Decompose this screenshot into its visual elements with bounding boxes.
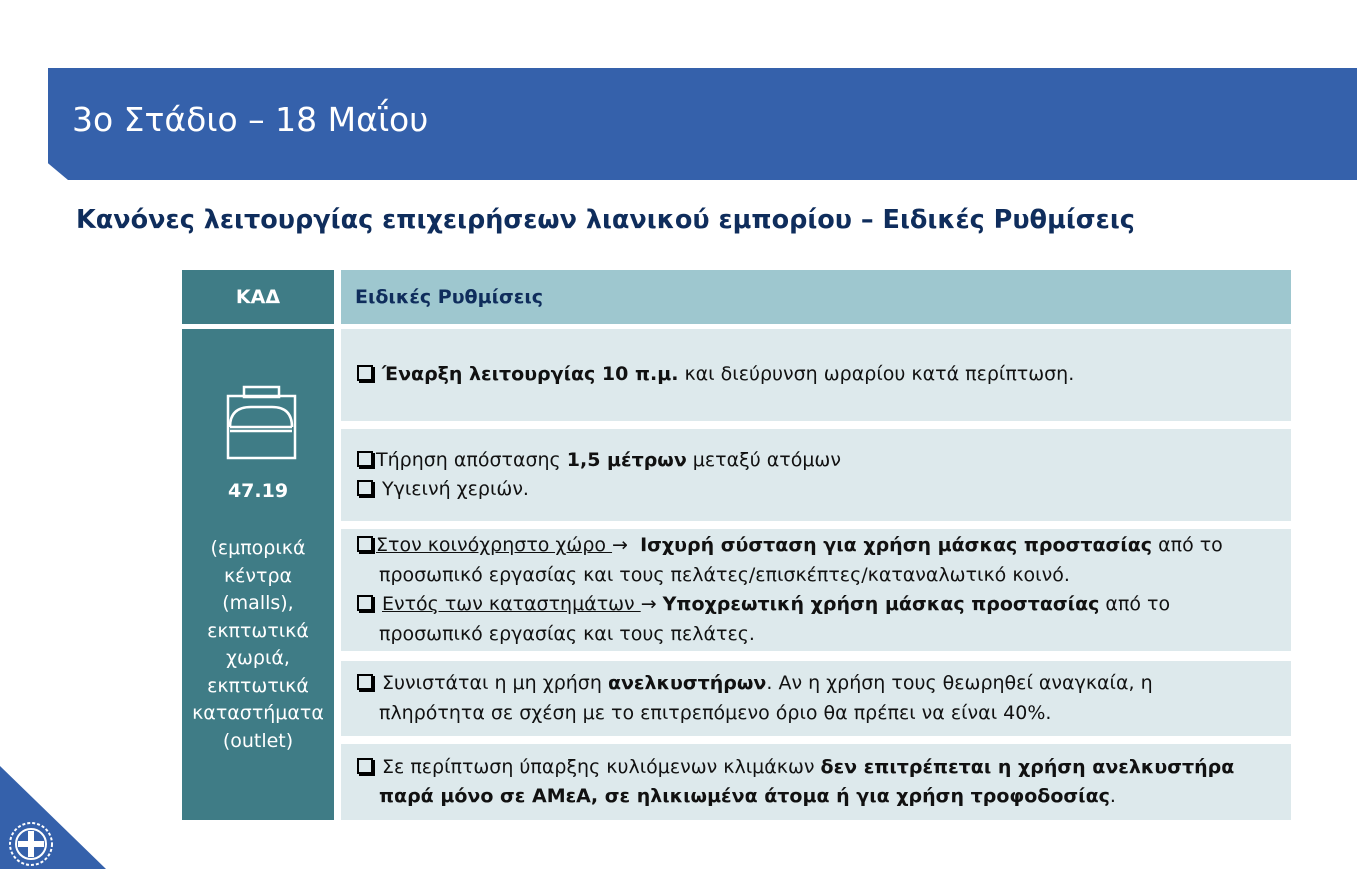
continuation-line: πληρότητα σε σχέση με το επιτρεπόμενο όριο θα πρέπει να είναι 40%. bbox=[379, 701, 1052, 724]
bullet-item bbox=[357, 446, 1291, 476]
underlined-text: Στον κοινόχρηστο χώρο bbox=[376, 534, 613, 556]
rule-row-elevators bbox=[341, 661, 1291, 736]
bold-text: 1,5 μέτρων bbox=[566, 448, 687, 471]
bullet-item bbox=[357, 590, 1291, 620]
rule-row-distance-hygiene bbox=[341, 429, 1291, 521]
slide-title: 3ο Στάδιο – 18 Μαΐου bbox=[72, 100, 429, 139]
kad-description-line: (outlet) bbox=[222, 729, 294, 752]
arrow-icon: → bbox=[640, 593, 657, 615]
checkbox-bullet-icon bbox=[357, 674, 373, 690]
text: Συνιστάται η μη χρήση bbox=[382, 672, 608, 694]
bold-text: δεν επιτρέπεται η χρήση ανελκυστήρα bbox=[820, 755, 1235, 778]
kad-description-line: εκπτωτικά bbox=[207, 674, 309, 697]
rule-row-opening-hours bbox=[341, 329, 1291, 421]
shopping-bag-icon bbox=[226, 385, 298, 460]
continuation-line: προσωπικό εργασίας και τους πελάτες. bbox=[379, 622, 755, 645]
kad-description-line: (malls), bbox=[222, 592, 294, 614]
checkbox-bullet-icon bbox=[357, 480, 373, 496]
bullet-item bbox=[357, 753, 1291, 783]
kad-description bbox=[188, 535, 328, 755]
text: και διεύρυνση ωραρίου κατά περίπτωση. bbox=[678, 363, 1075, 386]
bold-text: ανελκυστήρων bbox=[607, 672, 767, 694]
checkbox-bullet-icon bbox=[357, 365, 373, 381]
bullet-item bbox=[357, 360, 1291, 390]
text: Τήρηση απόστασης bbox=[376, 448, 567, 471]
kad-description-line: χωριά, bbox=[226, 647, 290, 669]
checkbox-bullet-icon bbox=[357, 451, 373, 467]
text: . bbox=[1109, 785, 1116, 807]
checkbox-bullet-icon bbox=[357, 758, 373, 774]
bold-text: παρά μόνο σε ΑΜεΑ, σε ηλικιωμένα άτομα ή για χρήση τροφοδοσίας bbox=[379, 785, 1110, 807]
underlined-text: Εντός των καταστημάτων bbox=[382, 593, 641, 615]
bold-text: Ισχυρή σύσταση για χρήση μάσκας προστασίας bbox=[640, 534, 1153, 556]
text: . Αν η χρήση τους θεωρηθεί αναγκαία, η bbox=[766, 672, 1153, 694]
kad-cell bbox=[182, 329, 334, 820]
arrow-icon: → bbox=[612, 534, 628, 556]
kad-description-line: κέντρα bbox=[223, 564, 293, 587]
checkbox-bullet-icon bbox=[357, 595, 373, 611]
checkbox-bullet-icon bbox=[357, 536, 373, 552]
text: από το bbox=[1152, 534, 1223, 556]
rule-row-masks bbox=[341, 529, 1291, 651]
text: Υγιεινή χεριών. bbox=[382, 478, 529, 500]
special-arrangements-header: Ειδικές Ρυθμίσεις bbox=[341, 270, 1291, 324]
bullet-item bbox=[357, 669, 1291, 699]
kad-code: 47.19 bbox=[227, 480, 289, 502]
greek-government-emblem-icon bbox=[7, 820, 55, 868]
kad-column-header: ΚΑΔ bbox=[182, 270, 334, 324]
text: από το bbox=[1099, 593, 1171, 615]
text: Σε περίπτωση ύπαρξης κυλιόμενων κλιμάκων bbox=[382, 755, 821, 778]
kad-description-line: (εμπορικά bbox=[210, 537, 306, 559]
slide-subtitle: Κανόνες λειτουργίας επιχειρήσεων λιανικού εμπορίου – Ειδικές Ρυθμίσεις bbox=[76, 205, 1135, 235]
continuation-line: προσωπικό εργασίας και τους πελάτες/επισκέπτες/καταναλωτικό κοινό. bbox=[379, 563, 1070, 586]
bullet-item bbox=[357, 531, 1291, 561]
rule-row-escalators bbox=[341, 744, 1291, 820]
bold-text: Υποχρεωτική χρήση μάσκας προστασίας bbox=[662, 593, 1100, 615]
kad-description-line: εκπτωτικά bbox=[207, 619, 309, 642]
bullet-item bbox=[357, 475, 1291, 505]
text: μεταξύ ατόμων bbox=[686, 448, 841, 471]
continuation-line bbox=[357, 782, 1291, 812]
kad-description-line: καταστήματα bbox=[192, 702, 324, 724]
bold-text: Έναρξη λειτουργίας 10 π.μ. bbox=[382, 363, 679, 386]
